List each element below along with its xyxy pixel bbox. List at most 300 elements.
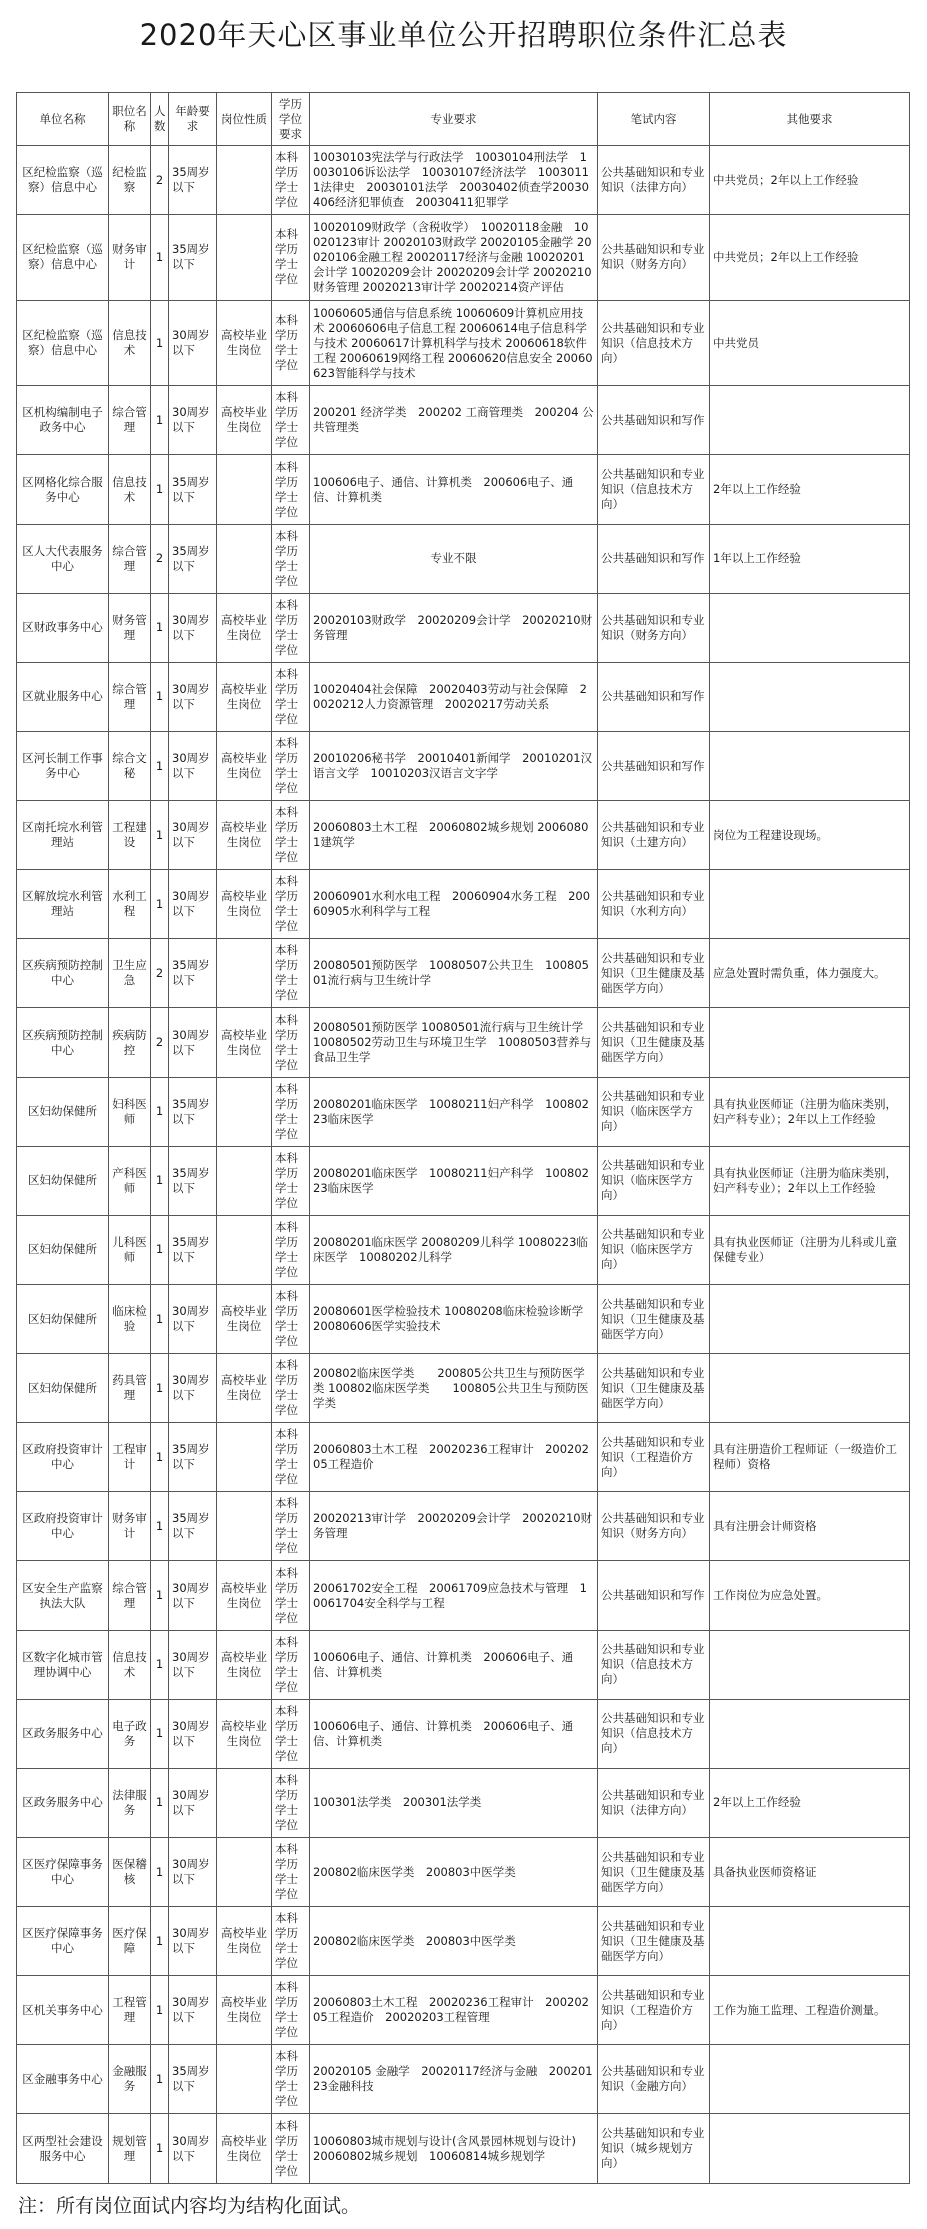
table-row [17,1077,910,1146]
table-row [17,1008,910,1077]
type-cell: 高校毕业生岗位 [217,593,272,662]
type-cell: 高校毕业生岗位 [217,1008,272,1077]
education-cell: 本科学历学士学位 [272,146,310,215]
table-row [17,1146,910,1215]
education-cell: 本科学历学士学位 [272,1215,310,1284]
other-cell [710,1008,910,1077]
age-cell: 30周岁以下 [169,2114,217,2184]
major-cell: 20060803土木工程 20020236工程审计 20020205工程造价 20020203工程管理 [310,1976,598,2045]
age-cell: 35周岁以下 [169,146,217,215]
unit-cell: 区纪检监察（巡察）信息中心 [17,146,109,215]
education-cell: 本科学历学士学位 [272,662,310,731]
major-cell: 20080201临床医学 10080211妇产科学 10080223临床医学 [310,1146,598,1215]
unit-cell: 区网格化综合服务中心 [17,455,109,524]
table-row [17,1630,910,1699]
education-cell: 本科学历学士学位 [272,300,310,386]
unit-cell: 区妇幼保健所 [17,1146,109,1215]
position-cell: 临床检验 [109,1284,151,1353]
footnote: 注：所有岗位面试内容均为结构化面试。 [18,2195,361,2217]
unit-cell: 区政务服务中心 [17,1699,109,1768]
major-cell: 20020213审计学 20020209会计学 20020210财务管理 [310,1492,598,1561]
age-cell: 30周岁以下 [169,1354,217,1423]
unit-cell: 区妇幼保健所 [17,1077,109,1146]
count-cell: 1 [151,1907,169,1976]
education-cell: 本科学历学士学位 [272,1699,310,1768]
exam-cell: 公共基础知识和专业知识（卫生健康及基础医学方向） [598,939,710,1008]
unit-cell: 区疾病预防控制中心 [17,1008,109,1077]
count-cell: 1 [151,1284,169,1353]
type-cell: 高校毕业生岗位 [217,386,272,455]
age-cell: 35周岁以下 [169,1215,217,1284]
education-cell: 本科学历学士学位 [272,1768,310,1837]
type-cell: 高校毕业生岗位 [217,1976,272,2045]
count-cell: 1 [151,1976,169,2045]
unit-cell: 区数字化城市管理协调中心 [17,1630,109,1699]
age-cell: 30周岁以下 [169,662,217,731]
major-cell: 100606电子、通信、计算机类 200606电子、通信、计算机类 [310,455,598,524]
position-cell: 法律服务 [109,1768,151,1837]
position-cell: 纪检监察 [109,146,151,215]
header-type: 岗位性质 [217,93,272,146]
exam-cell: 公共基础知识和写作 [598,731,710,800]
table-row [17,939,910,1008]
other-cell [710,386,910,455]
unit-cell: 区妇幼保健所 [17,1215,109,1284]
positions-table [16,92,910,2184]
table-row [17,593,910,662]
table-row [17,662,910,731]
position-cell: 综合文秘 [109,731,151,800]
type-cell: 高校毕业生岗位 [217,1354,272,1423]
education-cell: 本科学历学士学位 [272,524,310,593]
other-cell: 应急处置时需负重，体力强度大。 [710,939,910,1008]
unit-cell: 区政府投资审计中心 [17,1492,109,1561]
table-row [17,146,910,215]
type-cell: 高校毕业生岗位 [217,801,272,870]
other-cell: 中共党员；2年以上工作经验 [710,215,910,301]
count-cell: 1 [151,1561,169,1630]
count-cell: 1 [151,1354,169,1423]
table-row [17,1837,910,1906]
position-cell: 金融服务 [109,2045,151,2114]
count-cell: 1 [151,1077,169,1146]
position-cell: 综合管理 [109,1561,151,1630]
unit-cell: 区医疗保障事务中心 [17,1907,109,1976]
table-row [17,1284,910,1353]
exam-cell: 公共基础知识和专业知识（卫生健康及基础医学方向） [598,1837,710,1906]
count-cell: 2 [151,939,169,1008]
type-cell [217,1768,272,1837]
position-cell: 综合管理 [109,386,151,455]
exam-cell: 公共基础知识和写作 [598,386,710,455]
major-cell: 10020109财政学（含税收学） 10020118金融 10020123审计 20020103财政学 20020105金融学 20020106金融工程 20020117经济与金融 10020201会计学 10020209会计 20020209会计学 20020210财务管理 20020213审计学 20020214资产评估 [310,215,598,301]
education-cell: 本科学历学士学位 [272,386,310,455]
age-cell: 35周岁以下 [169,939,217,1008]
exam-cell: 公共基础知识和专业知识（信息技术方向） [598,300,710,386]
education-cell: 本科学历学士学位 [272,593,310,662]
exam-cell: 公共基础知识和写作 [598,1561,710,1630]
position-cell: 疾病防控 [109,1008,151,1077]
major-cell: 100606电子、通信、计算机类 200606电子、通信、计算机类 [310,1699,598,1768]
position-cell: 电子政务 [109,1699,151,1768]
unit-cell: 区安全生产监察执法大队 [17,1561,109,1630]
type-cell: 高校毕业生岗位 [217,1284,272,1353]
age-cell: 35周岁以下 [169,1146,217,1215]
count-cell: 1 [151,455,169,524]
education-cell: 本科学历学士学位 [272,2114,310,2184]
exam-cell: 公共基础知识和专业知识（信息技术方向） [598,455,710,524]
major-cell: 200802临床医学类 200803中医学类 [310,1837,598,1906]
position-cell: 财务审计 [109,1492,151,1561]
other-cell [710,731,910,800]
unit-cell: 区政府投资审计中心 [17,1423,109,1492]
major-cell: 20060803土木工程 20060802城乡规划 20060801建筑学 [310,801,598,870]
major-cell: 20020103财政学 20020209会计学 20020210财务管理 [310,593,598,662]
age-cell: 35周岁以下 [169,1492,217,1561]
education-cell: 本科学历学士学位 [272,1976,310,2045]
exam-cell: 公共基础知识和专业知识（临床医学方向） [598,1146,710,1215]
education-cell: 本科学历学士学位 [272,801,310,870]
type-cell: 高校毕业生岗位 [217,870,272,939]
table-header-row [17,93,910,146]
education-cell: 本科学历学士学位 [272,1284,310,1353]
exam-cell: 公共基础知识和专业知识（临床医学方向） [598,1215,710,1284]
exam-cell: 公共基础知识和专业知识（水利方向） [598,870,710,939]
header-position: 职位名称 [109,93,151,146]
unit-cell: 区机关事务中心 [17,1976,109,2045]
type-cell: 高校毕业生岗位 [217,731,272,800]
other-cell [710,2045,910,2114]
count-cell: 1 [151,593,169,662]
type-cell: 高校毕业生岗位 [217,1699,272,1768]
other-cell: 具备执业医师资格证 [710,1837,910,1906]
major-cell: 专业不限 [310,524,598,593]
age-cell: 35周岁以下 [169,215,217,301]
exam-cell: 公共基础知识和专业知识（财务方向） [598,593,710,662]
other-cell [710,1630,910,1699]
header-unit: 单位名称 [17,93,109,146]
other-cell [710,1699,910,1768]
education-cell: 本科学历学士学位 [272,1008,310,1077]
age-cell: 30周岁以下 [169,1630,217,1699]
major-cell: 100606电子、通信、计算机类 200606电子、通信、计算机类 [310,1630,598,1699]
type-cell [217,1215,272,1284]
position-cell: 综合管理 [109,662,151,731]
other-cell: 中共党员 [710,300,910,386]
header-major: 专业要求 [310,93,598,146]
table-row [17,1699,910,1768]
type-cell: 高校毕业生岗位 [217,662,272,731]
position-cell: 产科医师 [109,1146,151,1215]
type-cell: 高校毕业生岗位 [217,1907,272,1976]
other-cell [710,1354,910,1423]
position-cell: 规划管理 [109,2114,151,2184]
count-cell: 1 [151,1492,169,1561]
count-cell: 1 [151,2114,169,2184]
age-cell: 30周岁以下 [169,1008,217,1077]
count-cell: 1 [151,300,169,386]
table-row [17,1354,910,1423]
age-cell: 35周岁以下 [169,2045,217,2114]
table-row [17,1976,910,2045]
count-cell: 2 [151,524,169,593]
age-cell: 30周岁以下 [169,1837,217,1906]
education-cell: 本科学历学士学位 [272,1630,310,1699]
exam-cell: 公共基础知识和专业知识（卫生健康及基础医学方向） [598,1354,710,1423]
table-row [17,1215,910,1284]
unit-cell: 区机构编制电子政务中心 [17,386,109,455]
unit-cell: 区人大代表服务中心 [17,524,109,593]
exam-cell: 公共基础知识和专业知识（工程造价方向） [598,1976,710,2045]
unit-cell: 区医疗保障事务中心 [17,1837,109,1906]
table-row [17,870,910,939]
education-cell: 本科学历学士学位 [272,1561,310,1630]
table-row [17,215,910,301]
exam-cell: 公共基础知识和专业知识（卫生健康及基础医学方向） [598,1284,710,1353]
unit-cell: 区南托垸水利管理站 [17,801,109,870]
age-cell: 30周岁以下 [169,731,217,800]
age-cell: 35周岁以下 [169,455,217,524]
type-cell [217,2045,272,2114]
type-cell [217,524,272,593]
position-cell: 药具管理 [109,1354,151,1423]
major-cell: 20060803土木工程 20020236工程审计 20020205工程造价 [310,1423,598,1492]
header-exam: 笔试内容 [598,93,710,146]
header-count: 人数 [151,93,169,146]
table-row [17,731,910,800]
position-cell: 信息技术 [109,1630,151,1699]
type-cell [217,455,272,524]
table-row [17,300,910,386]
position-cell: 医疗保障 [109,1907,151,1976]
major-cell: 200201 经济学类 200202 工商管理类 200204 公共管理类 [310,386,598,455]
age-cell: 30周岁以下 [169,386,217,455]
table-row [17,1492,910,1561]
education-cell: 本科学历学士学位 [272,1492,310,1561]
major-cell: 20080501预防医学 10080507公共卫生 10080501流行病与卫生统计学 [310,939,598,1008]
major-cell: 20080601医学检验技术 10080208临床检验诊断学 20080606医学实验技术 [310,1284,598,1353]
count-cell: 1 [151,386,169,455]
table-row [17,1561,910,1630]
exam-cell: 公共基础知识和专业知识（信息技术方向） [598,1699,710,1768]
position-cell: 儿科医师 [109,1215,151,1284]
header-education: 学历学位要求 [272,93,310,146]
table-row [17,1907,910,1976]
position-cell: 财务审计 [109,215,151,301]
major-cell: 20010206秘书学 20010401新闻学 20010201汉语言文学 10010203汉语言文字学 [310,731,598,800]
count-cell: 1 [151,1630,169,1699]
other-cell [710,2114,910,2184]
table-row [17,455,910,524]
other-cell [710,1284,910,1353]
count-cell: 1 [151,731,169,800]
type-cell [217,1146,272,1215]
exam-cell: 公共基础知识和专业知识（信息技术方向） [598,1630,710,1699]
exam-cell: 公共基础知识和写作 [598,524,710,593]
major-cell: 200802临床医学类 200803中医学类 [310,1907,598,1976]
count-cell: 1 [151,1699,169,1768]
other-cell: 工作为施工监理、工程造价测量。 [710,1976,910,2045]
exam-cell: 公共基础知识和专业知识（金融方向） [598,2045,710,2114]
other-cell: 岗位为工程建设现场。 [710,801,910,870]
other-cell: 具有执业医师证（注册为临床类别，妇产科专业）；2年以上工作经验 [710,1077,910,1146]
type-cell [217,1492,272,1561]
major-cell: 20080501预防医学 10080501流行病与卫生统计学 10080502劳动卫生与环境卫生学 10080503营养与食品卫生学 [310,1008,598,1077]
unit-cell: 区纪检监察（巡察）信息中心 [17,215,109,301]
exam-cell: 公共基础知识和专业知识（城乡规划方向） [598,2114,710,2184]
major-cell: 10030103宪法学与行政法学 10030104刑法学 10030106诉讼法学 10030107经济法学 10030111法律史 20030101法学 20030402侦查学20030406经济犯罪侦查 20030411犯罪学 [310,146,598,215]
age-cell: 30周岁以下 [169,593,217,662]
type-cell [217,1837,272,1906]
header-age: 年龄要求 [169,93,217,146]
exam-cell: 公共基础知识和专业知识（法律方向） [598,146,710,215]
unit-cell: 区河长制工作事务中心 [17,731,109,800]
position-cell: 卫生应急 [109,939,151,1008]
education-cell: 本科学历学士学位 [272,1354,310,1423]
page-title: 2020年天心区事业单位公开招聘职位条件汇总表 [139,18,788,52]
position-cell: 信息技术 [109,300,151,386]
exam-cell: 公共基础知识和专业知识（财务方向） [598,1492,710,1561]
age-cell: 30周岁以下 [169,870,217,939]
major-cell: 20061702安全工程 20061709应急技术与管理 10061704安全科学与工程 [310,1561,598,1630]
education-cell: 本科学历学士学位 [272,1077,310,1146]
education-cell: 本科学历学士学位 [272,870,310,939]
other-cell: 工作岗位为应急处置。 [710,1561,910,1630]
age-cell: 30周岁以下 [169,1976,217,2045]
count-cell: 1 [151,2045,169,2114]
education-cell: 本科学历学士学位 [272,215,310,301]
major-cell: 20060901水利水电工程 20060904水务工程 20060905水利科学与工程 [310,870,598,939]
exam-cell: 公共基础知识和专业知识（法律方向） [598,1768,710,1837]
header-other: 其他要求 [710,93,910,146]
education-cell: 本科学历学士学位 [272,455,310,524]
education-cell: 本科学历学士学位 [272,1423,310,1492]
age-cell: 30周岁以下 [169,801,217,870]
age-cell: 30周岁以下 [169,1699,217,1768]
unit-cell: 区财政事务中心 [17,593,109,662]
age-cell: 35周岁以下 [169,1423,217,1492]
type-cell: 高校毕业生岗位 [217,1561,272,1630]
other-cell: 具有执业医师证（注册为儿科或儿童保健专业） [710,1215,910,1284]
count-cell: 1 [151,1215,169,1284]
exam-cell: 公共基础知识和专业知识（土建方向） [598,801,710,870]
type-cell [217,215,272,301]
education-cell: 本科学历学士学位 [272,1837,310,1906]
position-cell: 综合管理 [109,524,151,593]
education-cell: 本科学历学士学位 [272,2045,310,2114]
major-cell: 10060803城市规划与设计(含风景园林规划与设计) 20060802城乡规划 10060814城乡规划学 [310,2114,598,2184]
count-cell: 2 [151,146,169,215]
count-cell: 1 [151,1146,169,1215]
other-cell: 2年以上工作经验 [710,1768,910,1837]
position-cell: 工程建设 [109,801,151,870]
count-cell: 1 [151,1837,169,1906]
age-cell: 30周岁以下 [169,1284,217,1353]
unit-cell: 区纪检监察（巡察）信息中心 [17,300,109,386]
major-cell: 100301法学类 200301法学类 [310,1768,598,1837]
age-cell: 35周岁以下 [169,524,217,593]
position-cell: 财务管理 [109,593,151,662]
major-cell: 10060605通信与信息系统 10060609计算机应用技术 20060606电子信息工程 20060614电子信息科学与技术 20060617计算机科学与技术 20060618软件工程 20060619网络工程 20060620信息安全 20060623智能科学与技术 [310,300,598,386]
major-cell: 10020404社会保障 20020403劳动与社会保障 20020212人力资源管理 20020217劳动关系 [310,662,598,731]
count-cell: 2 [151,1008,169,1077]
type-cell [217,146,272,215]
unit-cell: 区妇幼保健所 [17,1354,109,1423]
exam-cell: 公共基础知识和专业知识（卫生健康及基础医学方向） [598,1907,710,1976]
unit-cell: 区政务服务中心 [17,1768,109,1837]
unit-cell: 区金融事务中心 [17,2045,109,2114]
position-cell: 信息技术 [109,455,151,524]
unit-cell: 区解放垸水利管理站 [17,870,109,939]
other-cell: 中共党员；2年以上工作经验 [710,146,910,215]
exam-cell: 公共基础知识和专业知识（财务方向） [598,215,710,301]
age-cell: 30周岁以下 [169,300,217,386]
other-cell [710,870,910,939]
major-cell: 200802临床医学类 200805公共卫生与预防医学类 100802临床医学类 100805公共卫生与预防医学类 [310,1354,598,1423]
unit-cell: 区两型社会建设服务中心 [17,2114,109,2184]
position-cell: 妇科医师 [109,1077,151,1146]
type-cell [217,1423,272,1492]
education-cell: 本科学历学士学位 [272,1907,310,1976]
major-cell: 20020105 金融学 20020117经济与金融 20020123金融科技 [310,2045,598,2114]
count-cell: 1 [151,1423,169,1492]
major-cell: 20080201临床医学 20080209儿科学 10080223临床医学 10080202儿科学 [310,1215,598,1284]
position-cell: 工程管理 [109,1976,151,2045]
exam-cell: 公共基础知识和专业知识（工程造价方向） [598,1423,710,1492]
other-cell: 1年以上工作经验 [710,524,910,593]
type-cell [217,1077,272,1146]
education-cell: 本科学历学士学位 [272,731,310,800]
other-cell [710,1907,910,1976]
exam-cell: 公共基础知识和专业知识（临床医学方向） [598,1077,710,1146]
count-cell: 1 [151,870,169,939]
exam-cell: 公共基础知识和专业知识（卫生健康及基础医学方向） [598,1008,710,1077]
table-row [17,1768,910,1837]
table-row [17,1423,910,1492]
position-cell: 工程审计 [109,1423,151,1492]
table-row [17,2114,910,2184]
count-cell: 1 [151,215,169,301]
position-cell: 水利工程 [109,870,151,939]
table-row [17,524,910,593]
table-row [17,386,910,455]
type-cell: 高校毕业生岗位 [217,1630,272,1699]
count-cell: 1 [151,1768,169,1837]
unit-cell: 区就业服务中心 [17,662,109,731]
other-cell: 具有注册会计师资格 [710,1492,910,1561]
unit-cell: 区疾病预防控制中心 [17,939,109,1008]
age-cell: 30周岁以下 [169,1561,217,1630]
table-row [17,801,910,870]
age-cell: 35周岁以下 [169,1077,217,1146]
type-cell: 高校毕业生岗位 [217,2114,272,2184]
unit-cell: 区妇幼保健所 [17,1284,109,1353]
type-cell: 高校毕业生岗位 [217,300,272,386]
age-cell: 30周岁以下 [169,1768,217,1837]
education-cell: 本科学历学士学位 [272,939,310,1008]
exam-cell: 公共基础知识和写作 [598,662,710,731]
count-cell: 1 [151,801,169,870]
age-cell: 30周岁以下 [169,1907,217,1976]
count-cell: 1 [151,662,169,731]
other-cell [710,662,910,731]
other-cell: 具有注册造价工程师证（一级造价工程师）资格 [710,1423,910,1492]
type-cell [217,939,272,1008]
table-row [17,2045,910,2114]
other-cell: 具有执业医师证（注册为临床类别，妇产科专业）；2年以上工作经验 [710,1146,910,1215]
other-cell: 2年以上工作经验 [710,455,910,524]
other-cell [710,593,910,662]
